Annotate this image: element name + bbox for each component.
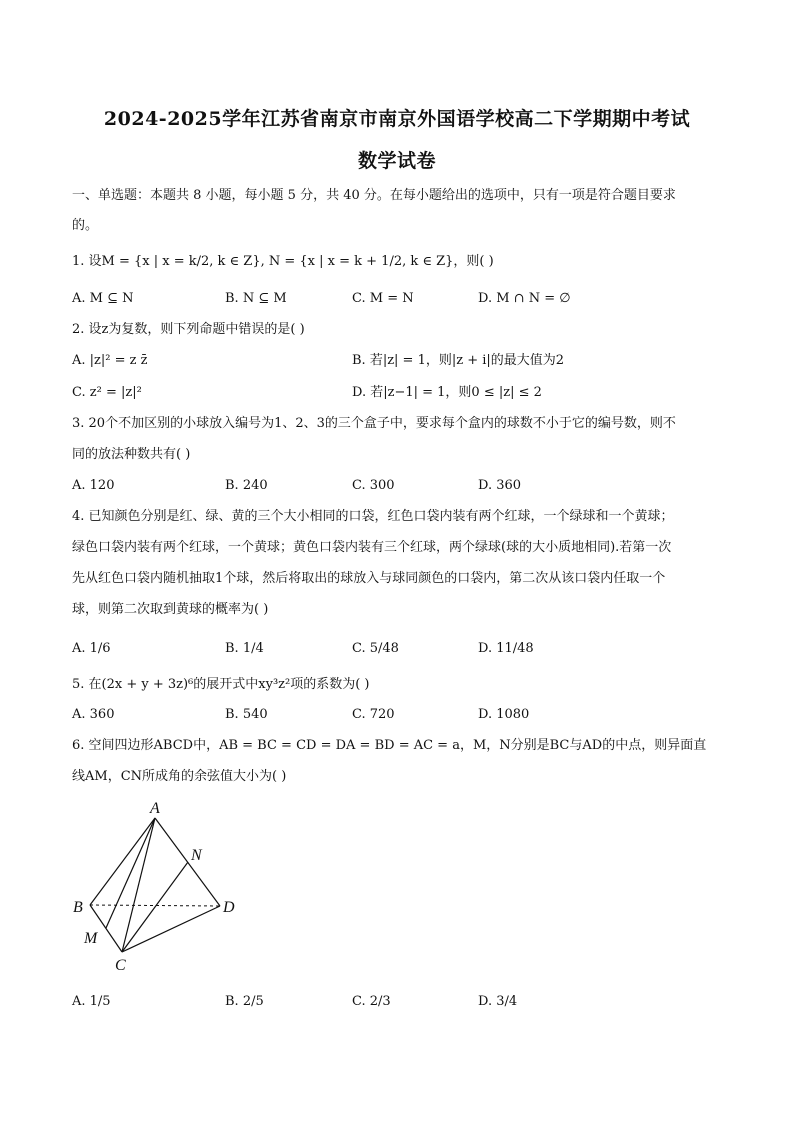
question-4-stem-line-4: 球，则第二次取到黄球的概率为( ) <box>72 602 269 617</box>
question-5-stem: 5. 在(2x + y + 3z)⁶的展开式中xy³z²项的系数为( ) <box>72 677 370 692</box>
question-4-stem-line-2: 绿色口袋内装有两个红球，一个黄球；黄色口袋内装有三个红球，两个绿球(球的大小质地相同).若第一次 <box>72 540 672 555</box>
vertex-a-label: A <box>150 800 160 817</box>
question-6-option-d: D. 3/4 <box>478 994 518 1009</box>
question-3-stem-line-1: 3. 20个不加区别的小球放入编号为1、2、3的三个盒子中，要求每个盒内的球数不小于它的编号数，则不 <box>72 416 676 431</box>
edge-bd-hidden <box>90 905 220 906</box>
question-3-option-d: D. 360 <box>478 478 522 493</box>
question-3-option-b: B. 240 <box>225 478 268 493</box>
question-1-option-c: C. M = N <box>352 291 414 306</box>
edge-cd <box>122 906 220 952</box>
section-instruction-line-2: 的。 <box>72 218 99 233</box>
point-m-label: M <box>84 930 98 947</box>
question-6-option-c: C. 2/3 <box>352 994 391 1009</box>
question-2-option-a: A. |z|² = z z̄ <box>72 353 148 368</box>
question-3-stem-line-2: 同的放法种数共有( ) <box>72 447 191 462</box>
question-2-option-c: C. z² = |z|² <box>72 385 142 400</box>
question-4-stem-line-3: 先从红色口袋内随机抽取1个球，然后将取出的球放入与球同颜色的口袋内，第二次从该口袋内任取一个 <box>72 571 666 586</box>
question-4-option-a: A. 1/6 <box>72 641 111 656</box>
question-1-option-a: A. M ⊆ N <box>72 291 134 306</box>
question-5-option-d: D. 1080 <box>478 707 530 722</box>
question-5-option-c: C. 720 <box>352 707 395 722</box>
question-5-option-a: A. 360 <box>72 707 115 722</box>
question-4-option-d: D. 11/48 <box>478 641 534 656</box>
question-4-option-c: C. 5/48 <box>352 641 399 656</box>
question-5-option-b: B. 540 <box>225 707 268 722</box>
vertex-d-label: D <box>223 899 235 916</box>
question-3-option-a: A. 120 <box>72 478 115 493</box>
question-6-stem-line-1: 6. 空间四边形ABCD中，AB = BC = CD = DA = BD = AC = a，M，N分别是BC与AD的中点，则异面直 <box>72 738 707 753</box>
question-3-option-c: C. 300 <box>352 478 395 493</box>
question-6-option-b: B. 2/5 <box>225 994 264 1009</box>
question-2-stem: 2. 设z为复数，则下列命题中错误的是( ) <box>72 322 305 337</box>
question-1-option-d: D. M ∩ N = ∅ <box>478 291 571 306</box>
point-n-label: N <box>191 847 202 864</box>
question-4-option-b: B. 1/4 <box>225 641 264 656</box>
segment-cn <box>122 862 188 952</box>
vertex-c-label: C <box>115 957 126 974</box>
question-2-option-d: D. 若|z−1| = 1，则0 ≤ |z| ≤ 2 <box>352 385 542 400</box>
exam-title: 2024-2025学年江苏省南京市南京外国语学校高二下学期期中考试 <box>103 108 691 130</box>
exam-subtitle: 数学试卷 <box>357 150 436 172</box>
question-2-option-b: B. 若|z| = 1，则|z + i|的最大值为2 <box>352 353 565 368</box>
question-4-stem-line-1: 4. 已知颜色分别是红、绿、黄的三个大小相同的口袋，红色口袋内装有两个红球，一个绿球和一个黄球； <box>72 509 674 524</box>
vertex-b-label: B <box>73 899 83 916</box>
question-1-option-b: B. N ⊆ M <box>225 291 287 306</box>
question-1-stem: 1. 设M = {x | x = k/2, k ∈ Z}, N = {x | x = k + 1/2, k ∈ Z}，则( ) <box>72 254 494 269</box>
tetrahedron-figure <box>70 800 250 980</box>
question-6-option-a: A. 1/5 <box>72 994 111 1009</box>
question-6-stem-line-2: 线AM，CN所成角的余弦值大小为( ) <box>72 769 287 784</box>
section-instruction-line-1: 一、单选题：本题共 8 小题，每小题 5 分，共 40 分。在每小题给出的选项中，只有一项是符合题目要求 <box>72 188 676 203</box>
edge-ac <box>122 818 155 952</box>
